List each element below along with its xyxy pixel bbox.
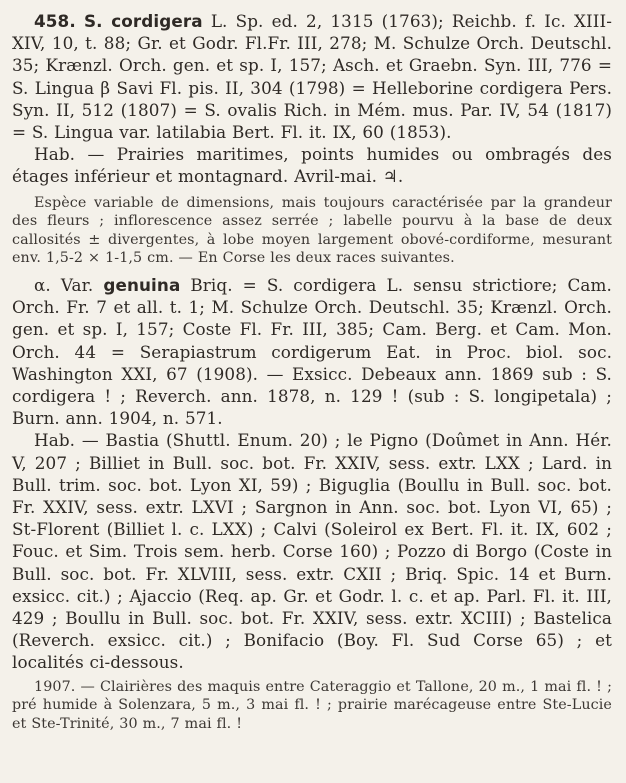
variety-citation: Briq. = S. cordigera L. sensu strictiore; Cam. Orch. Fr. 7 et all. t. 1; M. Schulze Orch. Deutschl. 35; Krænzl. Orch. gen. et sp. I, 157; Coste Fl. Fr. III, 385; Cam. Berg. et Cam. Mon. Orch. 44 = Serapiastrum cordigerum Eat. in Proc. biol. soc. Washington XXI, 67 (1908). — Exsicc. Debeaux ann. 1869 sub : S. cordigera ! ; Reverch. ann. 1878, n. 129 ! (sub : S. longipetala) ; Burn. ann. 1904, n. 571. [12, 275, 612, 429]
species-entry [12, 10, 612, 143]
species-description: Espèce variable de dimensions, mais toujours caractérisée par la grandeur des fleurs ; inflorescence assez serrée ; labelle pourvu à la base de deux callosités ± divergentes, à lobe moyen largement obové-cordiforme, mesurant env. 1,5-2 × 1-1,5 cm. — En Corse les deux races suivantes. [12, 194, 612, 267]
species-habitat: Hab. — Prairies maritimes, points humides ou ombragés des étages inférieur et montagnard. Avril-mai. ♃. [12, 144, 612, 187]
species-citation: L. Sp. ed. 2, 1315 (1763); Reichb. f. Ic. XIII-XIV, 10, t. 88; Gr. et Godr. Fl.Fr. III, 278; M. Schulze Orch. Deutschl. 35; Krænzl. Orch. gen. et sp. I, 157; Asch. et Graebn. Syn. III, 776 = S. Lingua β Savi Fl. pis. II, 304 (1798) = Helleborine cordigera Pers. Syn. II, 512 (1807) = S. ovalis Rich. in Mém. mus. Par. IV, 54 (1817) = S. Lingua var. latilabia Bert. Fl. it. IX, 60 (1853). [12, 11, 613, 143]
variety-localities: 1907. — Clairières des maquis entre Cateraggio et Tallone, 20 m., 1 mai fl. ! ; pré humide à Solenzara, 5 m., 3 mai fl. ! ; prairie marécageuse entre Ste-Lucie et Ste-Trinité, 30 m., 7 mai fl. ! [12, 678, 612, 732]
variety-habitat: Hab. — Bastia (Shuttl. Enum. 20) ; le Pigno (Doûmet in Ann. Hér. V, 207 ; Billiet in Bull. soc. bot. Fr. XXIV, sess. extr. LXX ; Lard. in Bull. trim. soc. bot. Lyon XI, 59) ; Biguglia (Boullu in Bull. soc. bot. Fr. XXIV, sess. extr. LXVI ; Sargnon in Ann. soc. bot. Lyon VI, 65) ; St-Florent (Billiet l. c. LXX) ; Calvi (Soleirol ex Bert. Fl. it. IX, 602 ; Fouc. et Sim. Trois sem. herb. Corse 160) ; Pozzo di Borgo (Coste in Bull. soc. bot. Fr. XLVIII, sess. extr. CXII ; Briq. Spic. 14 et Burn. exsicc. cit.) ; Ajaccio (Req. ap. Gr. et Godr. l. c. et ap. Parl. Fl. it. III, 429 ; Boullu in Bull. soc. bot. Fr. XXIV, sess. extr. XCIII) ; Bastelica (Reverch. exsicc. cit.) ; Bonifacio (Boy. Fl. Sud Corse 65) ; et localités ci-dessous. [12, 430, 612, 673]
species-name: S. cordigera [83, 11, 203, 31]
variety-entry [12, 274, 612, 429]
variety-name: genuina [103, 275, 181, 295]
species-number: 458. [34, 11, 76, 31]
variety-prefix: α. Var. [34, 275, 94, 295]
